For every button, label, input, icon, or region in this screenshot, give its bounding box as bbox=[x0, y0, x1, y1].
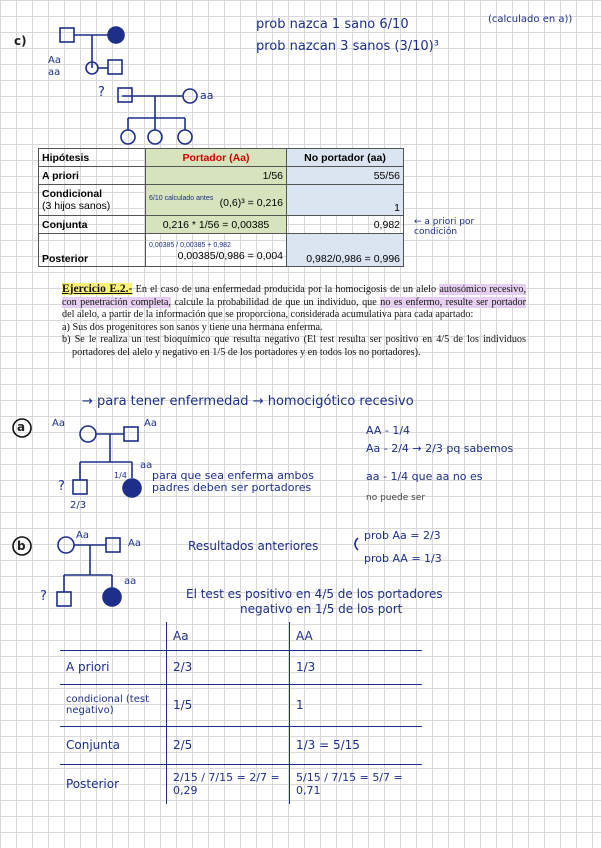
table-header: AA bbox=[290, 622, 423, 650]
pedigree-affected-sister-a bbox=[123, 479, 141, 497]
prob-line: prob Aa = 2/3 bbox=[364, 529, 441, 542]
pedigree-proband-b bbox=[57, 592, 71, 606]
cell-carrier: 1/56 bbox=[146, 167, 287, 185]
section-c-label: c) bbox=[14, 34, 27, 48]
spouse-genotype: aa bbox=[200, 89, 214, 102]
pedigree-affected-sister-b bbox=[103, 588, 121, 606]
genotype-label: Aa bbox=[144, 418, 157, 429]
cell-noncarrier: 0,982 bbox=[287, 216, 404, 234]
distribution-line: AA - 1/4 bbox=[366, 424, 411, 437]
distribution-line: Aa - 2/4 → 2/3 pq sabemos bbox=[366, 442, 514, 455]
row-label: Posterior bbox=[60, 764, 167, 804]
cell: 1/5 bbox=[167, 684, 290, 726]
handwritten-note: 6/10 calculado antes bbox=[149, 195, 214, 202]
row-label: Conjunta bbox=[39, 216, 146, 234]
row-label: condicional (test negativo) bbox=[60, 684, 167, 726]
cell-carrier bbox=[146, 234, 287, 267]
cell: 5/15 / 7/15 = 5/7 = 0,71 bbox=[290, 764, 423, 804]
previous-results: Resultados anteriores bbox=[188, 539, 319, 553]
genotype-label: Aa bbox=[52, 418, 65, 429]
cell-carrier: 0,216 * 1/56 = 0,00385 bbox=[146, 216, 287, 234]
genotype-label: Aa bbox=[48, 55, 61, 66]
cell: 2/15 / 7/15 = 2/7 = 0,29 bbox=[167, 764, 290, 804]
handwritten-note: 0,00385 / 0,00385 + 0,982 bbox=[149, 242, 231, 249]
table-header bbox=[60, 622, 167, 650]
side-note: ← a priori por condición bbox=[414, 217, 475, 237]
table-header: Portador (Aa) bbox=[146, 149, 287, 167]
pedigree-affected-c bbox=[108, 27, 124, 43]
cell: 1/3 bbox=[290, 650, 423, 684]
exercise-item-b: b) Se le realiza un test bioquímico que resulta negativo (El test resulta ser positivo en 4/5 de los individuos portadores del alelo y negativo en 1/5 de los portadores y en todos los no portadores). bbox=[62, 334, 526, 358]
genotype-label: Aa bbox=[128, 538, 141, 549]
cell-value: 0,00385/0,986 = 0,004 bbox=[177, 250, 283, 262]
cell: 2/5 bbox=[167, 726, 290, 764]
fraction-label: 2/3 bbox=[70, 500, 87, 511]
cell-carrier bbox=[146, 185, 287, 216]
question-mark: ? bbox=[40, 589, 47, 604]
question-mark: ? bbox=[58, 479, 65, 494]
row-label: A priori bbox=[39, 167, 146, 185]
pedigree-mother-b bbox=[58, 537, 74, 553]
row-label: Posterior bbox=[39, 234, 146, 267]
bayes-table bbox=[38, 148, 404, 267]
prob-line1-note: (calculado en a)) bbox=[488, 14, 573, 25]
cell-noncarrier: 1 bbox=[287, 185, 404, 216]
table-header: Aa bbox=[167, 622, 290, 650]
exercise-item-a: a) Sus dos progenitores son sanos y tiene una hermana enferma. bbox=[62, 321, 323, 333]
cell-noncarrier: 55/56 bbox=[287, 167, 404, 185]
notes-header: → para tener enfermedad → homocigótico recesivo bbox=[82, 394, 414, 409]
cell: 1 bbox=[290, 684, 423, 726]
question-mark: ? bbox=[98, 85, 105, 100]
cell: 1/3 = 5/15 bbox=[290, 726, 423, 764]
cell-value: (0,6)³ = 0,216 bbox=[219, 197, 283, 209]
genotype-label: aa bbox=[124, 576, 137, 587]
row-label: A priori bbox=[60, 650, 167, 684]
cell: 2/3 bbox=[167, 650, 290, 684]
prob-line1: prob nazca 1 sano 6/10 bbox=[256, 17, 409, 32]
exercise-title: Ejercicio E.2.- bbox=[62, 283, 133, 295]
bayes-table-handwritten bbox=[60, 622, 422, 804]
row-label: Conjunta bbox=[60, 726, 167, 764]
distribution-line: aa - 1/4 que aa no es bbox=[366, 470, 483, 483]
table-header: No portador (aa) bbox=[287, 149, 404, 167]
exercise-text: Ejercicio E.2.- En el caso de una enfermedad producida por la homocigosis de un alelo autosómico recesivo, con penetración completa, calcule la probabilidad de que un individuo, que no es enfermo, resulte ser portador del alelo, a partir de la información que se proporciona, considerada acumulativa para cada apartado: a) Sus dos progenitores son sanos y tiene una hermana enferma. b) Se le realiza un test bioquímico que resulta negativo (El test resulta ser positivo en 4/5 de los individuos portadores del alelo y negativo en 1/5 de los portadores y en todos los no portadores). bbox=[62, 283, 527, 358]
fraction-label: 1/4 bbox=[114, 471, 127, 480]
distribution-note: no puede ser bbox=[366, 493, 426, 503]
cell-noncarrier: 0,982/0,986 = 0,996 bbox=[287, 234, 404, 267]
genotype-label: Aa bbox=[76, 530, 89, 541]
genotype-label: aa bbox=[140, 460, 153, 471]
table-header: Hipótesis bbox=[39, 149, 146, 167]
prob-line2: prob nazcan 3 sanos (3/10)³ bbox=[256, 39, 439, 54]
prob-line: prob AA = 1/3 bbox=[364, 552, 442, 565]
pedigree-question-male bbox=[118, 88, 132, 102]
section-a-label: a bbox=[17, 420, 26, 434]
reason-note: para que sea enferma ambos padres deben ser portadores bbox=[152, 469, 314, 495]
pedigree-father-b bbox=[106, 538, 120, 552]
pedigree-father-a bbox=[124, 427, 138, 441]
pedigree-male-c bbox=[60, 28, 74, 42]
genotype-label: aa bbox=[48, 67, 61, 78]
pedigree-mother-a bbox=[80, 426, 96, 442]
section-b-label: b bbox=[17, 539, 26, 553]
test-note: negativo en 1/5 de los port bbox=[240, 602, 403, 616]
row-label: Condicional (3 hijos sanos) bbox=[39, 185, 146, 216]
test-note: El test es positivo en 4/5 de los portadores bbox=[186, 587, 443, 601]
pedigree-proband-a bbox=[73, 480, 87, 494]
